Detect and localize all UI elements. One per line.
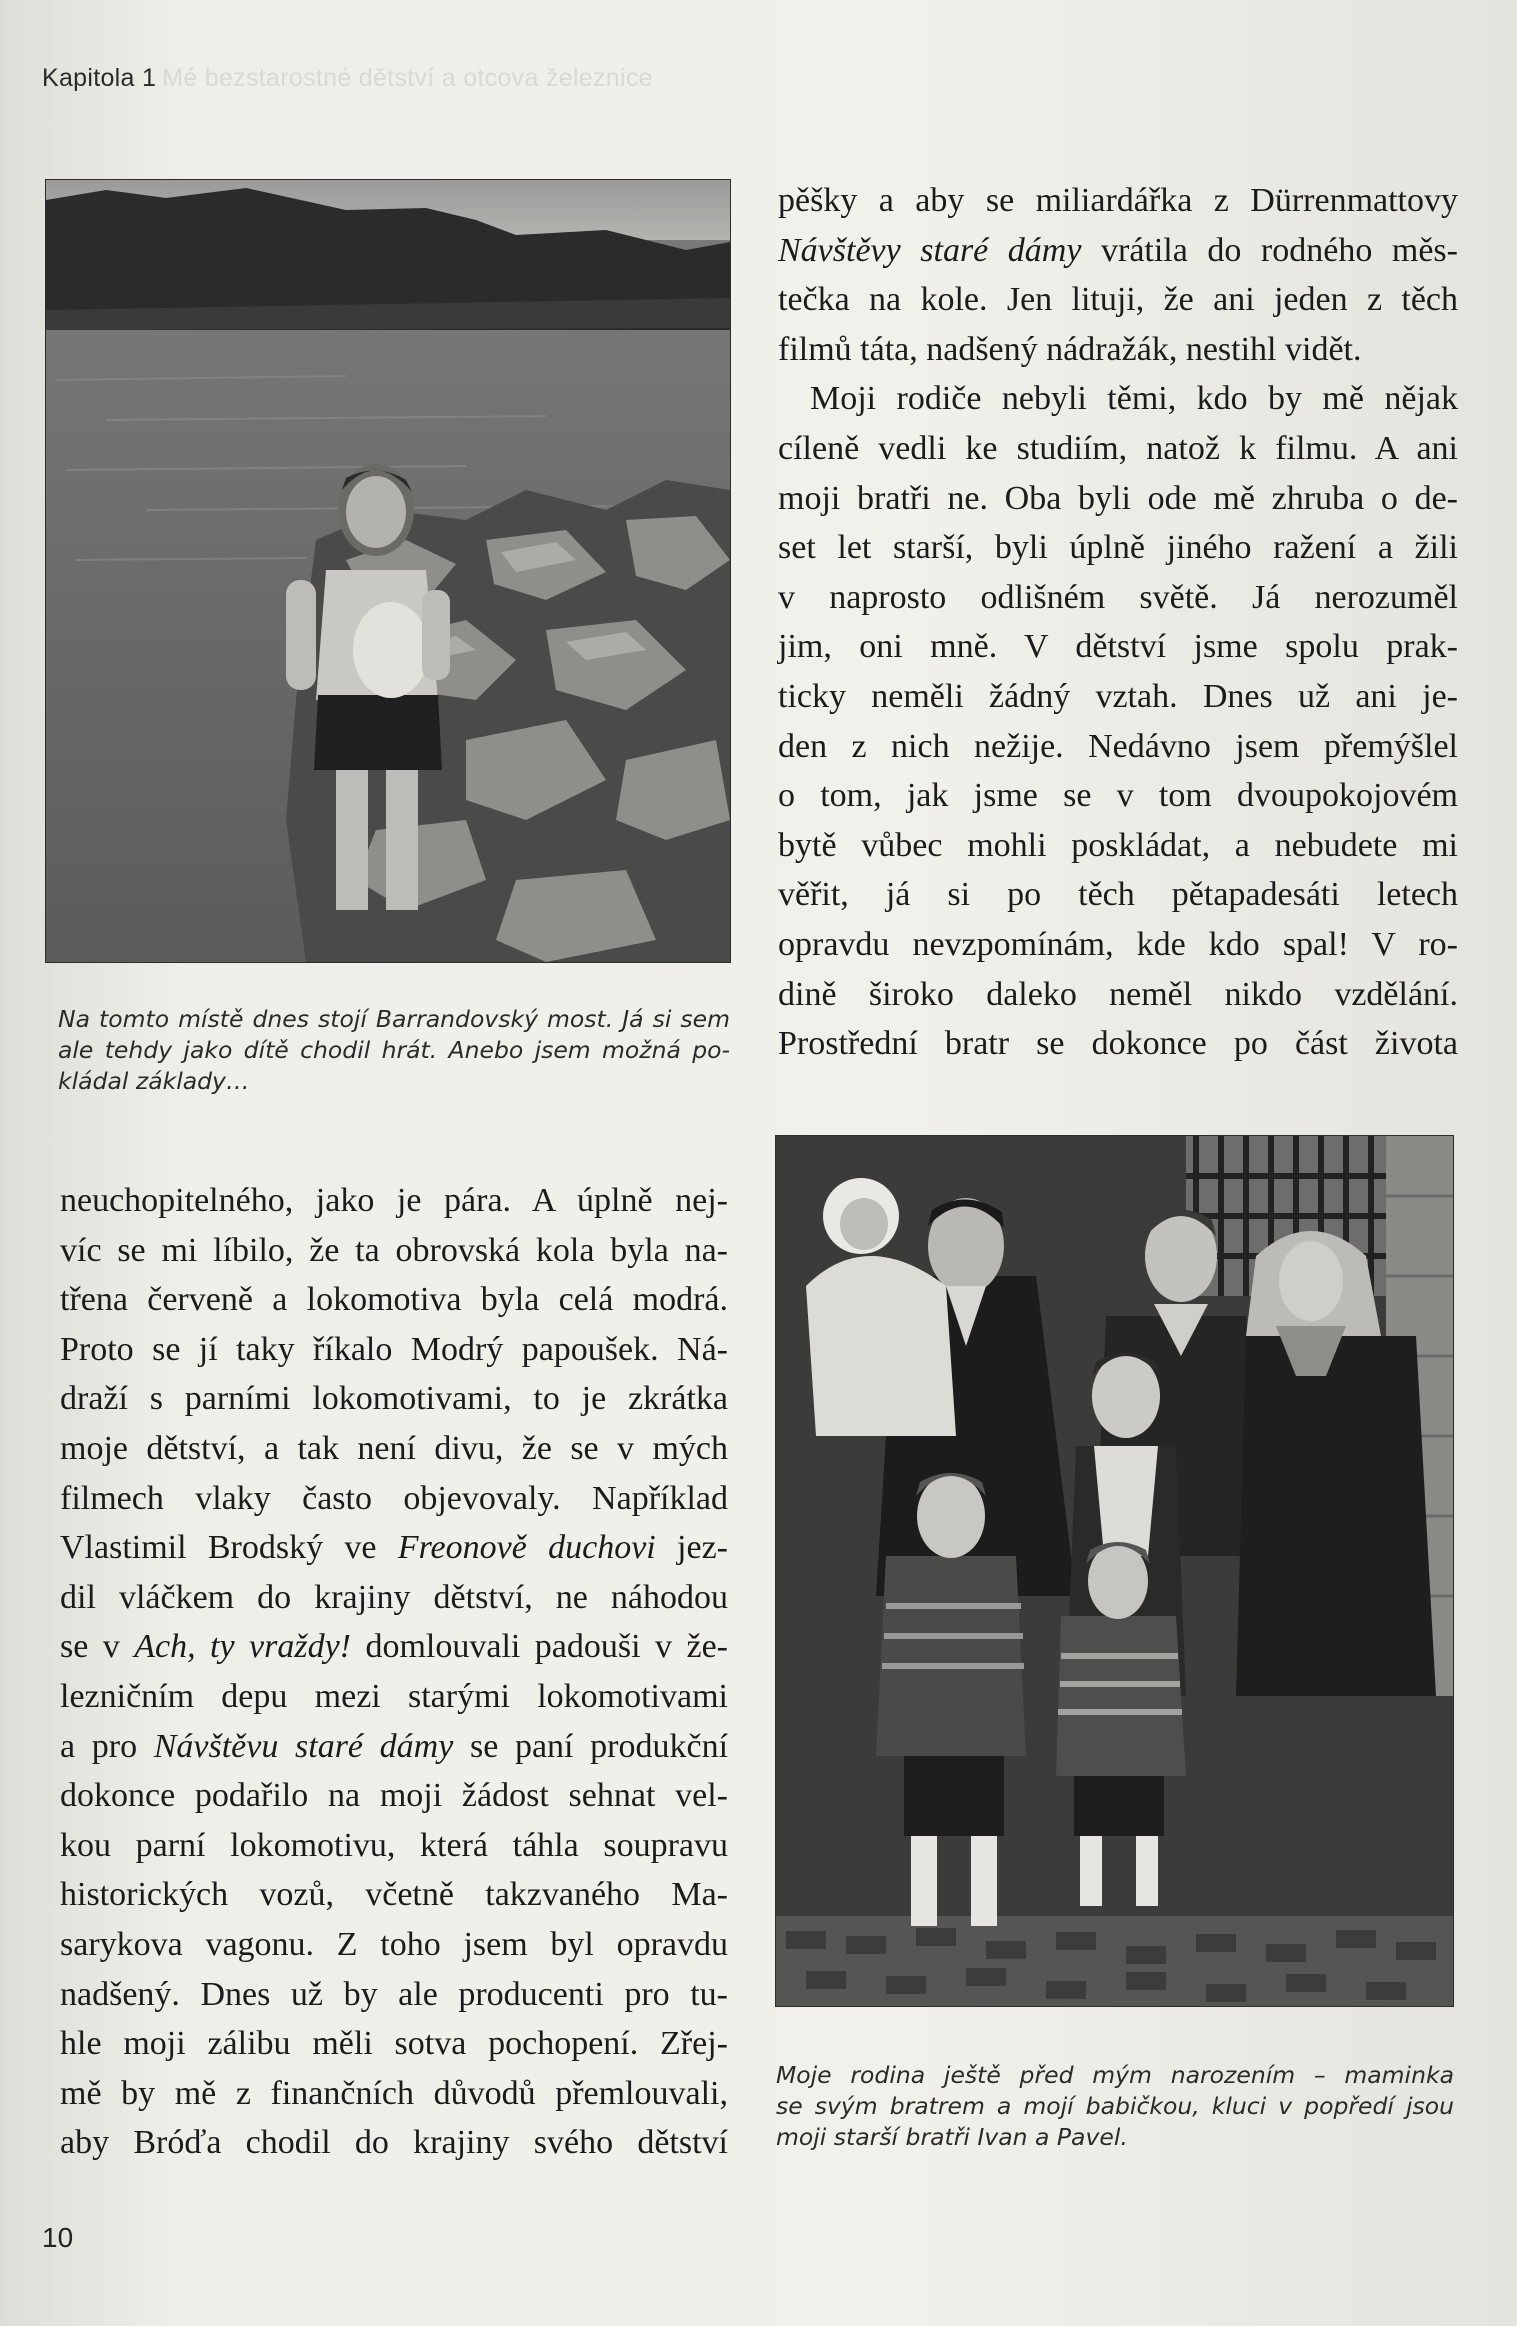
caption-line: Moje rodina ještě před mým narozením – maminka: [776, 2061, 1454, 2089]
caption-line: kládal základy…: [58, 1067, 250, 1095]
italic-title: Návštěvu staré dámy: [153, 1727, 454, 1765]
text-line: Prostřední bratr se dokonce po část života: [778, 1025, 1458, 1063]
text-line: [778, 226, 1458, 276]
text-fragment: se paní produkční: [453, 1727, 729, 1765]
caption-line: Na tomto místě dnes stojí Barrandovský most. Já si sem: [58, 1005, 730, 1033]
text-line: [60, 1722, 728, 1772]
text-line: ticky neměli žádný vztah. Dnes už ani je-: [778, 677, 1458, 715]
caption-line: se svým bratrem a mojí babičkou, kluci v popředí jsou: [776, 2092, 1454, 2120]
text-line: nadšený. Dnes už by ale producenti pro tu-: [60, 1975, 728, 2013]
text-line: pěšky a aby se miliardářka z Dürrenmattovy: [778, 182, 1458, 219]
page-number: 10: [42, 2222, 74, 2253]
running-head: [42, 64, 653, 93]
caption-line: ale tehdy jako dítě chodil hrát. Anebo jsem možná po-: [58, 1036, 730, 1064]
text-line: filmech vlaky často objevovaly. Například: [60, 1479, 728, 1517]
text-line: historických vozů, včetně takzvaného Ma-: [60, 1876, 728, 1914]
text-line: den z nich nežije. Nedávno jsem přemýšlel: [778, 727, 1458, 765]
text-line: lezničním depu mezi starými lokomotivami: [60, 1677, 728, 1715]
text-line: moje dětství, a tak není divu, že se v mých: [60, 1429, 728, 1467]
text-line: jim, oni mně. V dětství jsme spolu prak-: [778, 628, 1458, 666]
text-line: [60, 1622, 728, 1672]
text-line: v naprosto odlišném světě. Já nerozuměl: [778, 578, 1458, 616]
text-line: tečka na kole. Jen lituji, že ani jeden z těch: [778, 281, 1458, 319]
text-line: bytě vůbec mohli poskládat, a nebudete mi: [778, 826, 1458, 864]
text-line: o tom, jak jsme se v tom dvoupokojovém: [778, 777, 1458, 815]
text-line: cíleně vedli ke studiím, natož k filmu. A ani: [778, 429, 1458, 467]
chapter-label: Kapitola 1: [42, 64, 157, 92]
text-fragment: jez-: [655, 1529, 729, 1567]
photo-family-group-image: [776, 1136, 1453, 2006]
text-line: mě by mě z finančních důvodů přemlouvali,: [60, 2074, 728, 2112]
caption-family-photo: [776, 2060, 1454, 2153]
text-line: moji bratři ne. Oba byli ode mě zhruba o de-: [778, 479, 1458, 517]
text-line: dil vláčkem do krajiny dětství, ne náhodou: [60, 1578, 728, 1616]
text-line: dokonce podařilo na moji žádost sehnat vel-: [60, 1777, 728, 1815]
text-line: věřit, já si po těch pětapadesáti letech: [778, 876, 1458, 914]
text-line: sarykova vagonu. Z toho jsem byl opravdu: [60, 1925, 728, 1963]
text-column-left: [60, 1176, 728, 2168]
caption-line: moji starší bratři Ivan a Pavel.: [776, 2123, 1128, 2151]
text-fragment: se v: [60, 1628, 135, 1666]
italic-title: Freonově duchovi: [397, 1529, 656, 1567]
text-line: draží s parními lokomotivami, to je zkrátka: [60, 1380, 728, 1418]
text-fragment: domlouvali padouši v že-: [351, 1628, 728, 1666]
caption-child-photo: [58, 1004, 730, 1097]
text-fragment: vrátila do rodného měs-: [1081, 231, 1458, 269]
italic-title: Návštěvy staré dámy: [778, 231, 1082, 269]
italic-title: Ach, ty vraždy!: [134, 1628, 352, 1666]
text-fragment: a pro: [60, 1727, 154, 1765]
text-column-right: [778, 176, 1458, 1069]
text-line: Proto se jí taky říkalo Modrý papoušek. Ná-: [60, 1330, 728, 1368]
photo-family-group: [776, 1136, 1453, 2006]
text-line: dině široko daleko neměl nikdo vzdělání.: [778, 975, 1458, 1013]
text-line: set let starší, byli úplně jiného ražení a žili: [778, 529, 1458, 567]
text-line: filmů táta, nadšený nádražák, nestihl vidět.: [778, 330, 1362, 368]
text-line: [60, 1523, 728, 1573]
text-line: kou parní lokomotivu, která táhla soupravu: [60, 1826, 728, 1864]
text-line: aby Bróďa chodil do krajiny svého dětství: [60, 2124, 728, 2162]
text-line: víc se mi líbilo, že ta obrovská kola byla na-: [60, 1231, 728, 1269]
text-line: hle moji zálibu měli sotva pochopení. Zřej-: [60, 2025, 728, 2063]
chapter-subtitle: Mé bezstarostné dětství a otcova železnice: [162, 64, 653, 92]
text-line: neuchopitelného, jako je pára. A úplně nej-: [60, 1182, 728, 1219]
text-line: Moji rodiče nebyli těmi, kdo by mě nějak: [810, 380, 1458, 418]
text-line: třena červeně a lokomotiva byla celá modrá.: [60, 1281, 728, 1319]
text-line: opravdu nevzpomínám, kde kdo spal! V ro-: [778, 925, 1458, 963]
text-fragment: Vlastimil Brodský ve: [60, 1529, 398, 1567]
photo-child-river: [46, 180, 730, 962]
photo-child-river-image: [46, 180, 730, 962]
